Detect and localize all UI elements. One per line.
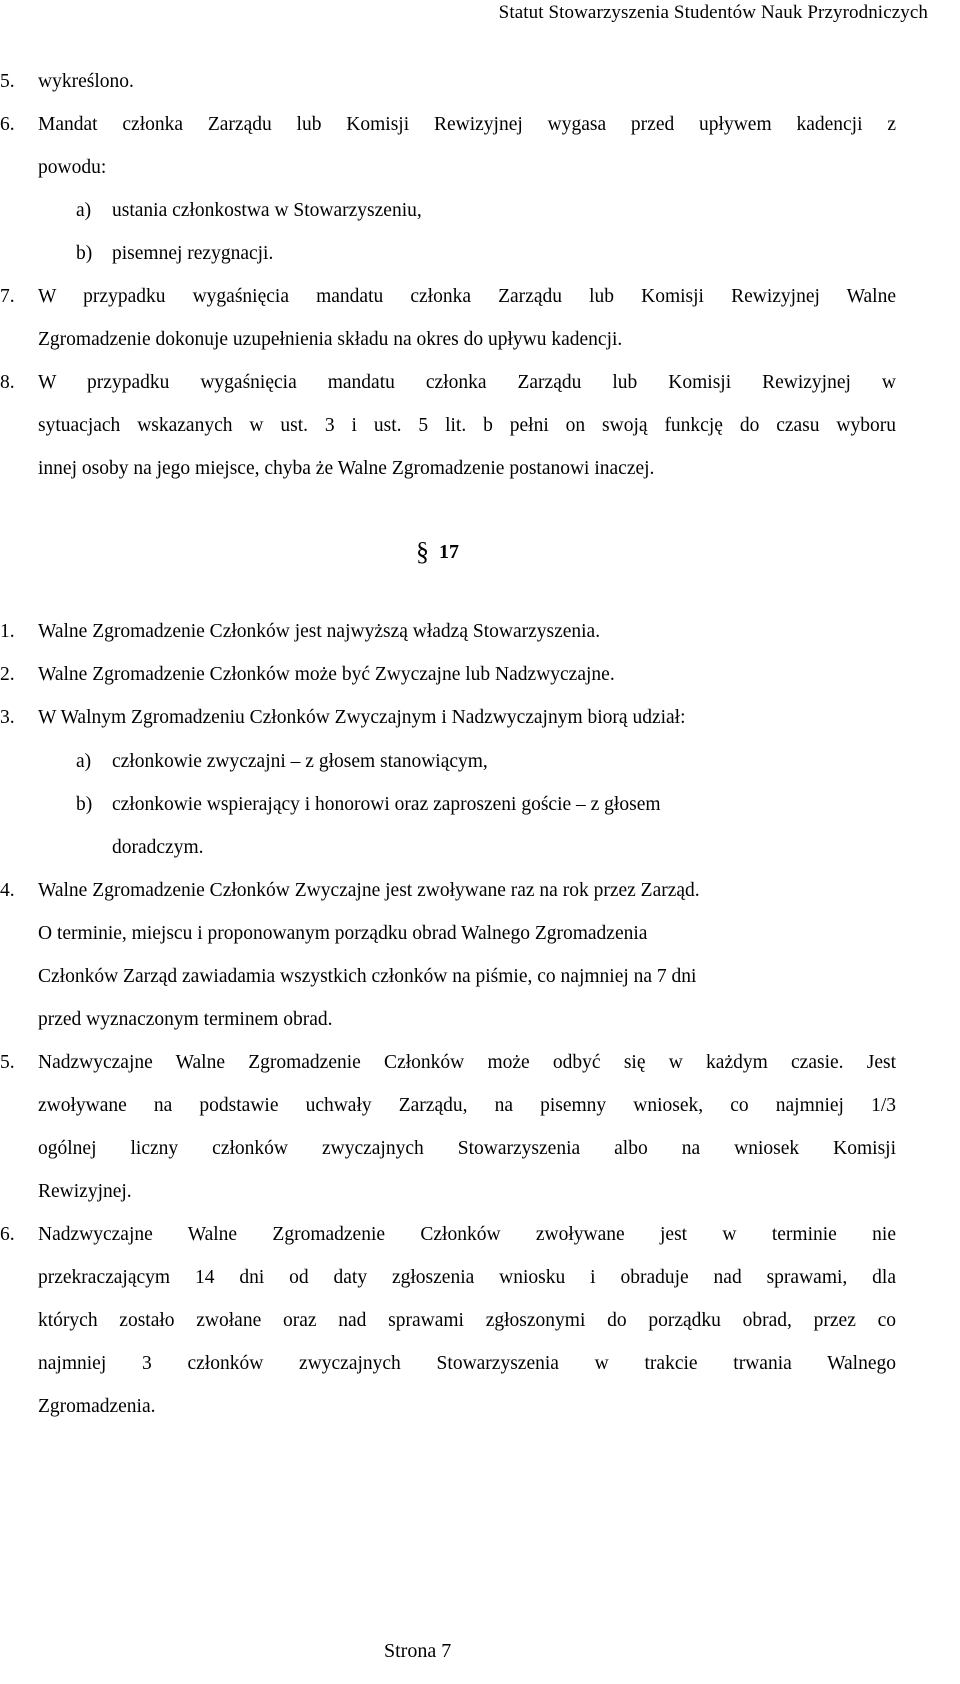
item-text: wykreślono. xyxy=(38,71,134,92)
page-number: Strona 7 xyxy=(384,1640,452,1662)
sub-item-text: członkowie zwyczajni – z głosem stanowiącym, xyxy=(112,751,488,772)
item-number: 2. xyxy=(0,664,15,685)
item-text-cont: Zgromadzenia. xyxy=(38,1396,156,1417)
item-text-cont: których zostało zwołane oraz nad sprawami zgłoszonymi do porządku obrad, przez co xyxy=(38,1310,896,1331)
sub-item-text-cont: doradczym. xyxy=(112,837,204,858)
item-number: 1. xyxy=(0,621,15,642)
sub-item-text: ustania członkostwa w Stowarzyszeniu, xyxy=(112,200,422,221)
item-text-cont: innej osoby na jego miejsce, chyba że Walne Zgromadzenie postanowi inaczej. xyxy=(38,458,655,479)
list-item xyxy=(0,369,900,397)
list-item xyxy=(0,618,900,646)
list-item xyxy=(0,283,900,311)
item-text: W przypadku wygaśnięcia mandatu członka Zarządu lub Komisji Rewizyjnej w xyxy=(38,372,896,393)
sub-item xyxy=(76,240,274,268)
sub-item-label: a) xyxy=(76,751,92,772)
item-text: Nadzwyczajne Walne Zgromadzenie Członków może odbyć się w każdym czasie. Jest xyxy=(38,1052,896,1073)
sub-item-text: pisemnej rezygnacji. xyxy=(112,243,274,264)
section-heading xyxy=(416,538,459,566)
item-number: 5. xyxy=(0,1052,15,1073)
sub-item xyxy=(76,748,488,776)
item-text-cont: sytuacjach wskazanych w ust. 3 i ust. 5 lit. b pełni on swoją funkcję do czasu wyboru xyxy=(38,415,896,436)
item-text-cont: ogólnej liczny członków zwyczajnych Stowarzyszenia albo na wniosek Komisji xyxy=(38,1138,896,1159)
item-text: Walne Zgromadzenie Członków może być Zwyczajne lub Nadzwyczajne. xyxy=(38,664,615,685)
sub-item-text: członkowie wspierający i honorowi oraz zaproszeni goście – z głosem xyxy=(112,794,661,815)
item-number: 5. xyxy=(0,71,15,92)
sub-item-label: a) xyxy=(76,200,92,221)
section-symbol: § xyxy=(416,537,429,566)
item-text-cont: Członków Zarząd zawiadamia wszystkich członków na piśmie, co najmniej na 7 dni xyxy=(38,966,697,987)
section-number: 17 xyxy=(439,541,459,563)
list-item xyxy=(0,877,900,905)
item-text-cont: powodu: xyxy=(38,157,107,178)
item-text-cont: Zgromadzenie dokonuje uzupełnienia składu na okres do upływu kadencji. xyxy=(38,329,623,350)
item-text-cont: najmniej 3 członków zwyczajnych Stowarzyszenia w trakcie trwania Walnego xyxy=(38,1353,896,1374)
item-number: 3. xyxy=(0,707,15,728)
list-item xyxy=(0,661,900,689)
item-number: 7. xyxy=(0,286,15,307)
sub-item xyxy=(76,197,422,225)
list-item xyxy=(0,111,900,139)
item-text: Walne Zgromadzenie Członków jest najwyższą władzą Stowarzyszenia. xyxy=(38,621,601,642)
item-text: Mandat członka Zarządu lub Komisji Rewizyjnej wygasa przed upływem kadencji z xyxy=(38,114,896,135)
item-text-cont: przed wyznaczonym terminem obrad. xyxy=(38,1009,333,1030)
item-text: W przypadku wygaśnięcia mandatu członka Zarządu lub Komisji Rewizyjnej Walne xyxy=(38,286,896,307)
list-item xyxy=(0,704,900,732)
item-text: Walne Zgromadzenie Członków Zwyczajne jest zwoływane raz na rok przez Zarząd. xyxy=(38,880,700,901)
sub-item-label: b) xyxy=(76,243,93,264)
item-number: 4. xyxy=(0,880,15,901)
list-item xyxy=(0,1221,900,1249)
item-number: 6. xyxy=(0,114,15,135)
list-item xyxy=(0,1049,900,1077)
sub-item-label: b) xyxy=(76,794,93,815)
item-text-cont: Rewizyjnej. xyxy=(38,1181,132,1202)
item-text-cont: O terminie, miejscu i proponowanym porządku obrad Walnego Zgromadzenia xyxy=(38,923,648,944)
item-number: 6. xyxy=(0,1224,15,1245)
running-header: Statut Stowarzyszenia Studentów Nauk Przyrodniczych xyxy=(498,2,928,23)
sub-item xyxy=(76,791,661,819)
item-text: Nadzwyczajne Walne Zgromadzenie Członków zwoływane jest w terminie nie xyxy=(38,1224,896,1245)
list-item xyxy=(0,68,900,96)
item-number: 8. xyxy=(0,372,15,393)
item-text: W Walnym Zgromadzeniu Członków Zwyczajnym i Nadzwyczajnym biorą udział: xyxy=(38,707,686,728)
item-text-cont: zwoływane na podstawie uchwały Zarządu, na pisemny wniosek, co najmniej 1/3 xyxy=(38,1095,896,1116)
item-text-cont: przekraczającym 14 dni od daty zgłoszenia wniosku i obraduje nad sprawami, dla xyxy=(38,1267,896,1288)
